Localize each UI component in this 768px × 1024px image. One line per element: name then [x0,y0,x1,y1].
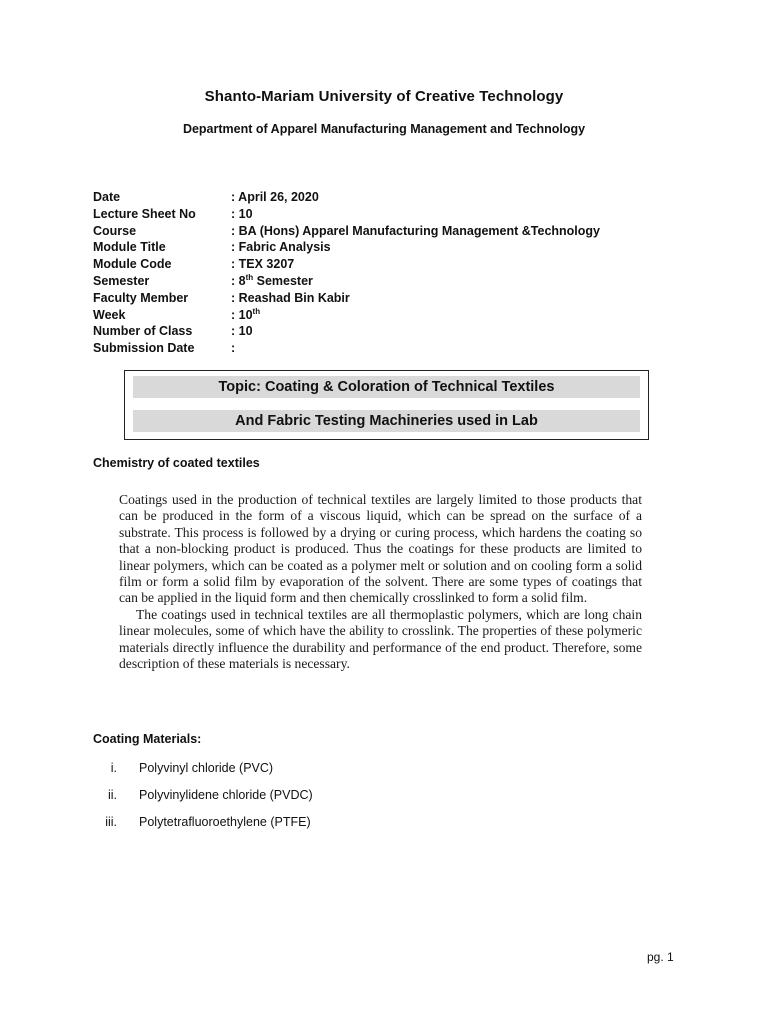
page-number: pg. 1 [647,950,674,964]
meta-label: Semester [93,273,150,288]
meta-value-suffix: Semester [253,273,313,288]
meta-label: Week [93,307,126,322]
meta-row-module-code [93,256,600,273]
meta-label: Module Code [93,257,172,272]
scanned-text-excerpt [119,492,642,672]
excerpt-paragraph-1: Coatings used in the production of technical textiles are largely limited to those products that can be produced in the form of a viscous liquid, which can be spread on the surface of a substrate. This process is followed by a drying or curing process, which hardens the coating so that a non-blocking product is produced. Thus the coatings for these products are limited to linear polymers, which can be coated as a polymer melt or solution and on cooling form a solid film or form a solid film by evaporation of the solvent. There are some types of coatings that can be applied in the liquid form and then chemically crosslinked to form a solid film. [119,492,642,606]
list-numeral: iii. [105,815,117,829]
meta-value [231,307,260,324]
topic-box [124,370,649,440]
list-item [93,787,313,814]
lecture-metadata [93,189,600,357]
meta-label: Faculty Member [93,290,189,305]
meta-label: Number of Class [93,324,193,339]
meta-row-module-title [93,239,600,256]
list-item [93,760,313,787]
list-numeral: i. [110,761,117,775]
meta-value-prefix: : 8 [231,273,246,288]
meta-label: Lecture Sheet No [93,206,196,221]
meta-value: : BA (Hons) Apparel Manufacturing Management &Technology [231,223,600,238]
meta-label: Course [93,223,137,238]
meta-row-date [93,189,600,206]
coating-materials-heading: Coating Materials: [93,732,202,746]
list-item-text: Polyvinyl chloride (PVC) [139,761,274,775]
coating-materials-list [93,760,313,841]
meta-row-course [93,223,600,240]
topic-title-line-2: And Fabric Testing Machineries used in Lab [133,410,640,432]
meta-label: Module Title [93,240,166,255]
meta-value-superscript: th [252,306,261,316]
meta-row-faculty [93,290,600,307]
meta-value-prefix: : 10 [231,307,253,322]
list-numeral: ii. [107,788,117,802]
list-item-text: Polyvinylidene chloride (PVDC) [139,788,313,802]
topic-title-line-1: Topic: Coating & Coloration of Technical Textiles [133,376,640,398]
list-item-text: Polytetrafluoroethylene (PTFE) [139,815,311,829]
meta-value: : April 26, 2020 [231,190,319,204]
meta-label: Submission Date [93,341,195,356]
university-title: Shanto-Mariam University of Creative Technology [204,88,564,105]
meta-row-semester [93,273,600,290]
chemistry-heading: Chemistry of coated textiles [93,456,260,470]
meta-row-week [93,307,600,324]
meta-value: : 10 [231,206,253,221]
meta-value: : 10 [231,324,253,339]
meta-value: : Reashad Bin Kabir [231,290,350,305]
meta-value: : TEX 3207 [231,257,295,272]
meta-value-superscript: th [245,272,254,282]
meta-value: : [231,341,236,356]
department-title: Department of Apparel Manufacturing Management and Technology [182,122,586,136]
meta-label: Date [93,190,121,204]
list-item [93,814,313,841]
meta-row-classes [93,323,600,340]
meta-value: : Fabric Analysis [231,240,331,255]
meta-value [231,273,313,290]
meta-row-lecture-sheet [93,206,600,223]
excerpt-paragraph-2: The coatings used in technical textiles are all thermoplastic polymers, which are long chain linear molecules, some of which have the ability to crosslink. The properties of these polymeric materials directly influence the durability and performance of the end product. Therefore, some description of these materials is necessary. [119,606,642,672]
meta-row-submission [93,340,600,357]
